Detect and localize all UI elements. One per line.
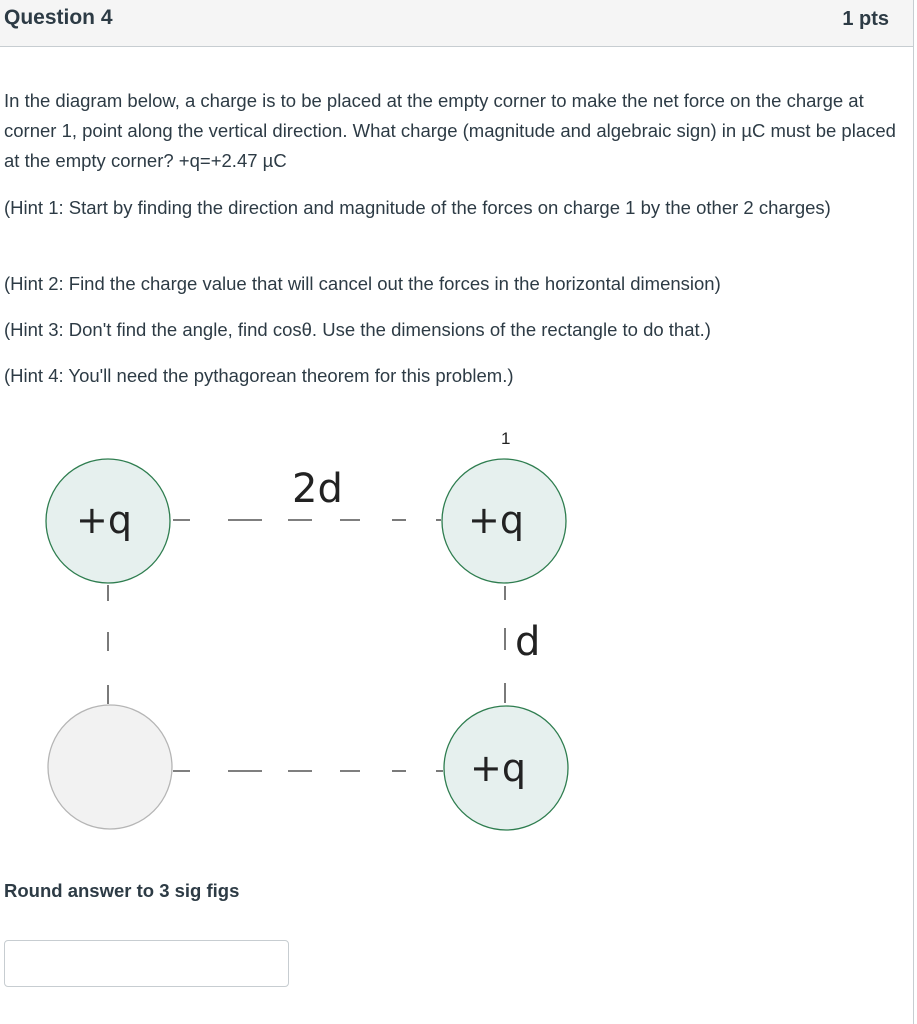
charge-bottom-right-label: +q bbox=[470, 746, 526, 790]
charge-diagram bbox=[0, 420, 917, 840]
answer-input[interactable] bbox=[4, 940, 289, 987]
charge-top-right bbox=[442, 459, 566, 583]
hint-2: (Hint 2: Find the charge value that will cancel out the forces in the horizontal dimension) bbox=[4, 273, 721, 294]
hint-3: (Hint 3: Don't find the angle, find cosθ. Use the dimensions of the rectangle to do that.) bbox=[4, 319, 711, 340]
hint-1: (Hint 1: Start by finding the direction and magnitude of the forces on charge 1 by the other 2 charges) bbox=[4, 197, 831, 218]
hint-4: (Hint 4: You'll need the pythagorean theorem for this problem.) bbox=[4, 365, 514, 386]
question-title: Question 4 bbox=[4, 6, 113, 29]
answer-instruction: Round answer to 3 sig figs bbox=[4, 880, 240, 901]
charge-top-left bbox=[46, 459, 170, 583]
question-points: 1 pts bbox=[842, 8, 889, 30]
vertical-dimension-label: d bbox=[515, 619, 541, 665]
charge-top-right-label: +q bbox=[468, 498, 524, 542]
charge-top-left-label: +q bbox=[76, 498, 132, 542]
question-prompt: In the diagram below, a charge is to be placed at the empty corner to make the net force on the charge at corner 1, point along the vertical direction. What charge (magnitude and algebraic sign) in µC must be placed at the empty corner? +q=+2.47 µC bbox=[4, 90, 896, 171]
question-header bbox=[0, 0, 913, 47]
corner-1-label: 1 bbox=[501, 429, 511, 448]
charge-bottom-right bbox=[444, 706, 568, 830]
horizontal-dimension-label: 2d bbox=[292, 466, 343, 512]
empty-corner bbox=[48, 705, 172, 829]
rectangle-dashed-lines bbox=[108, 520, 505, 771]
